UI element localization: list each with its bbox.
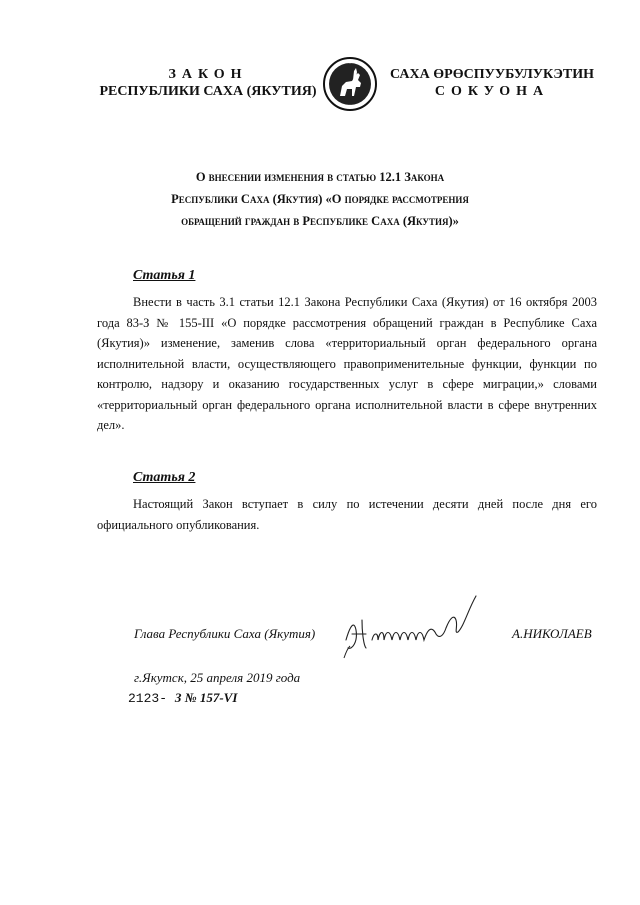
header-left-line1: ЗАКОН (168, 67, 248, 82)
header-right-line2: СОКУОНА (434, 84, 550, 99)
header-right (388, 66, 596, 100)
article-2-text: Настоящий Закон вступает в силу по истечении десяти дней после дня его официального опубликования. (97, 497, 597, 532)
signatory-name: А.НИКОЛАЕВ (512, 626, 592, 641)
registration-prefix: 2123- (128, 691, 168, 706)
law-title (120, 166, 520, 232)
law-title-line3: обращений граждан в Республике Саха (Якутия)» (181, 214, 459, 228)
header-right-line1: САХА ӨРӨСПУУБУЛУКЭТИН (390, 67, 594, 82)
coat-of-arms-icon (318, 56, 382, 112)
header-left-line2: РЕСПУБЛИКИ САХА (ЯКУТИЯ) (99, 84, 317, 99)
article-1-heading: Статья 1 (133, 268, 196, 283)
place-and-date: г.Якутск, 25 апреля 2019 года (134, 670, 301, 685)
signatory-position: Глава Республики Саха (Якутия) (134, 626, 316, 641)
article-2-heading: Статья 2 (133, 470, 196, 485)
handwritten-signature (336, 590, 496, 670)
registration-number (128, 690, 237, 706)
header-left (88, 66, 328, 100)
registration-value: З № 157-VI (174, 690, 238, 705)
article-1-text: Внести в часть 3.1 статьи 12.1 Закона Республики Саха (Якутия) от 16 октября 2003 года 83-З № 155-III «О порядке рассмотрения обращений граждан в Республике Саха (Якутия)» изменение, заменив слова «территориальный орган федерального органа исполнительной власти, осуществляющего правоприменительные функции, функции по контролю, надзору и оказанию государственных услуг в сфере миграции,» словами «территориальный орган федерального органа исполнительной власти в сфере внутренних дел». (97, 295, 597, 432)
law-title-line1: О внесении изменения в статью 12.1 Закона (195, 170, 445, 184)
law-title-line2: Республики Саха (Якутия) «О порядке рассмотрения (171, 192, 469, 206)
